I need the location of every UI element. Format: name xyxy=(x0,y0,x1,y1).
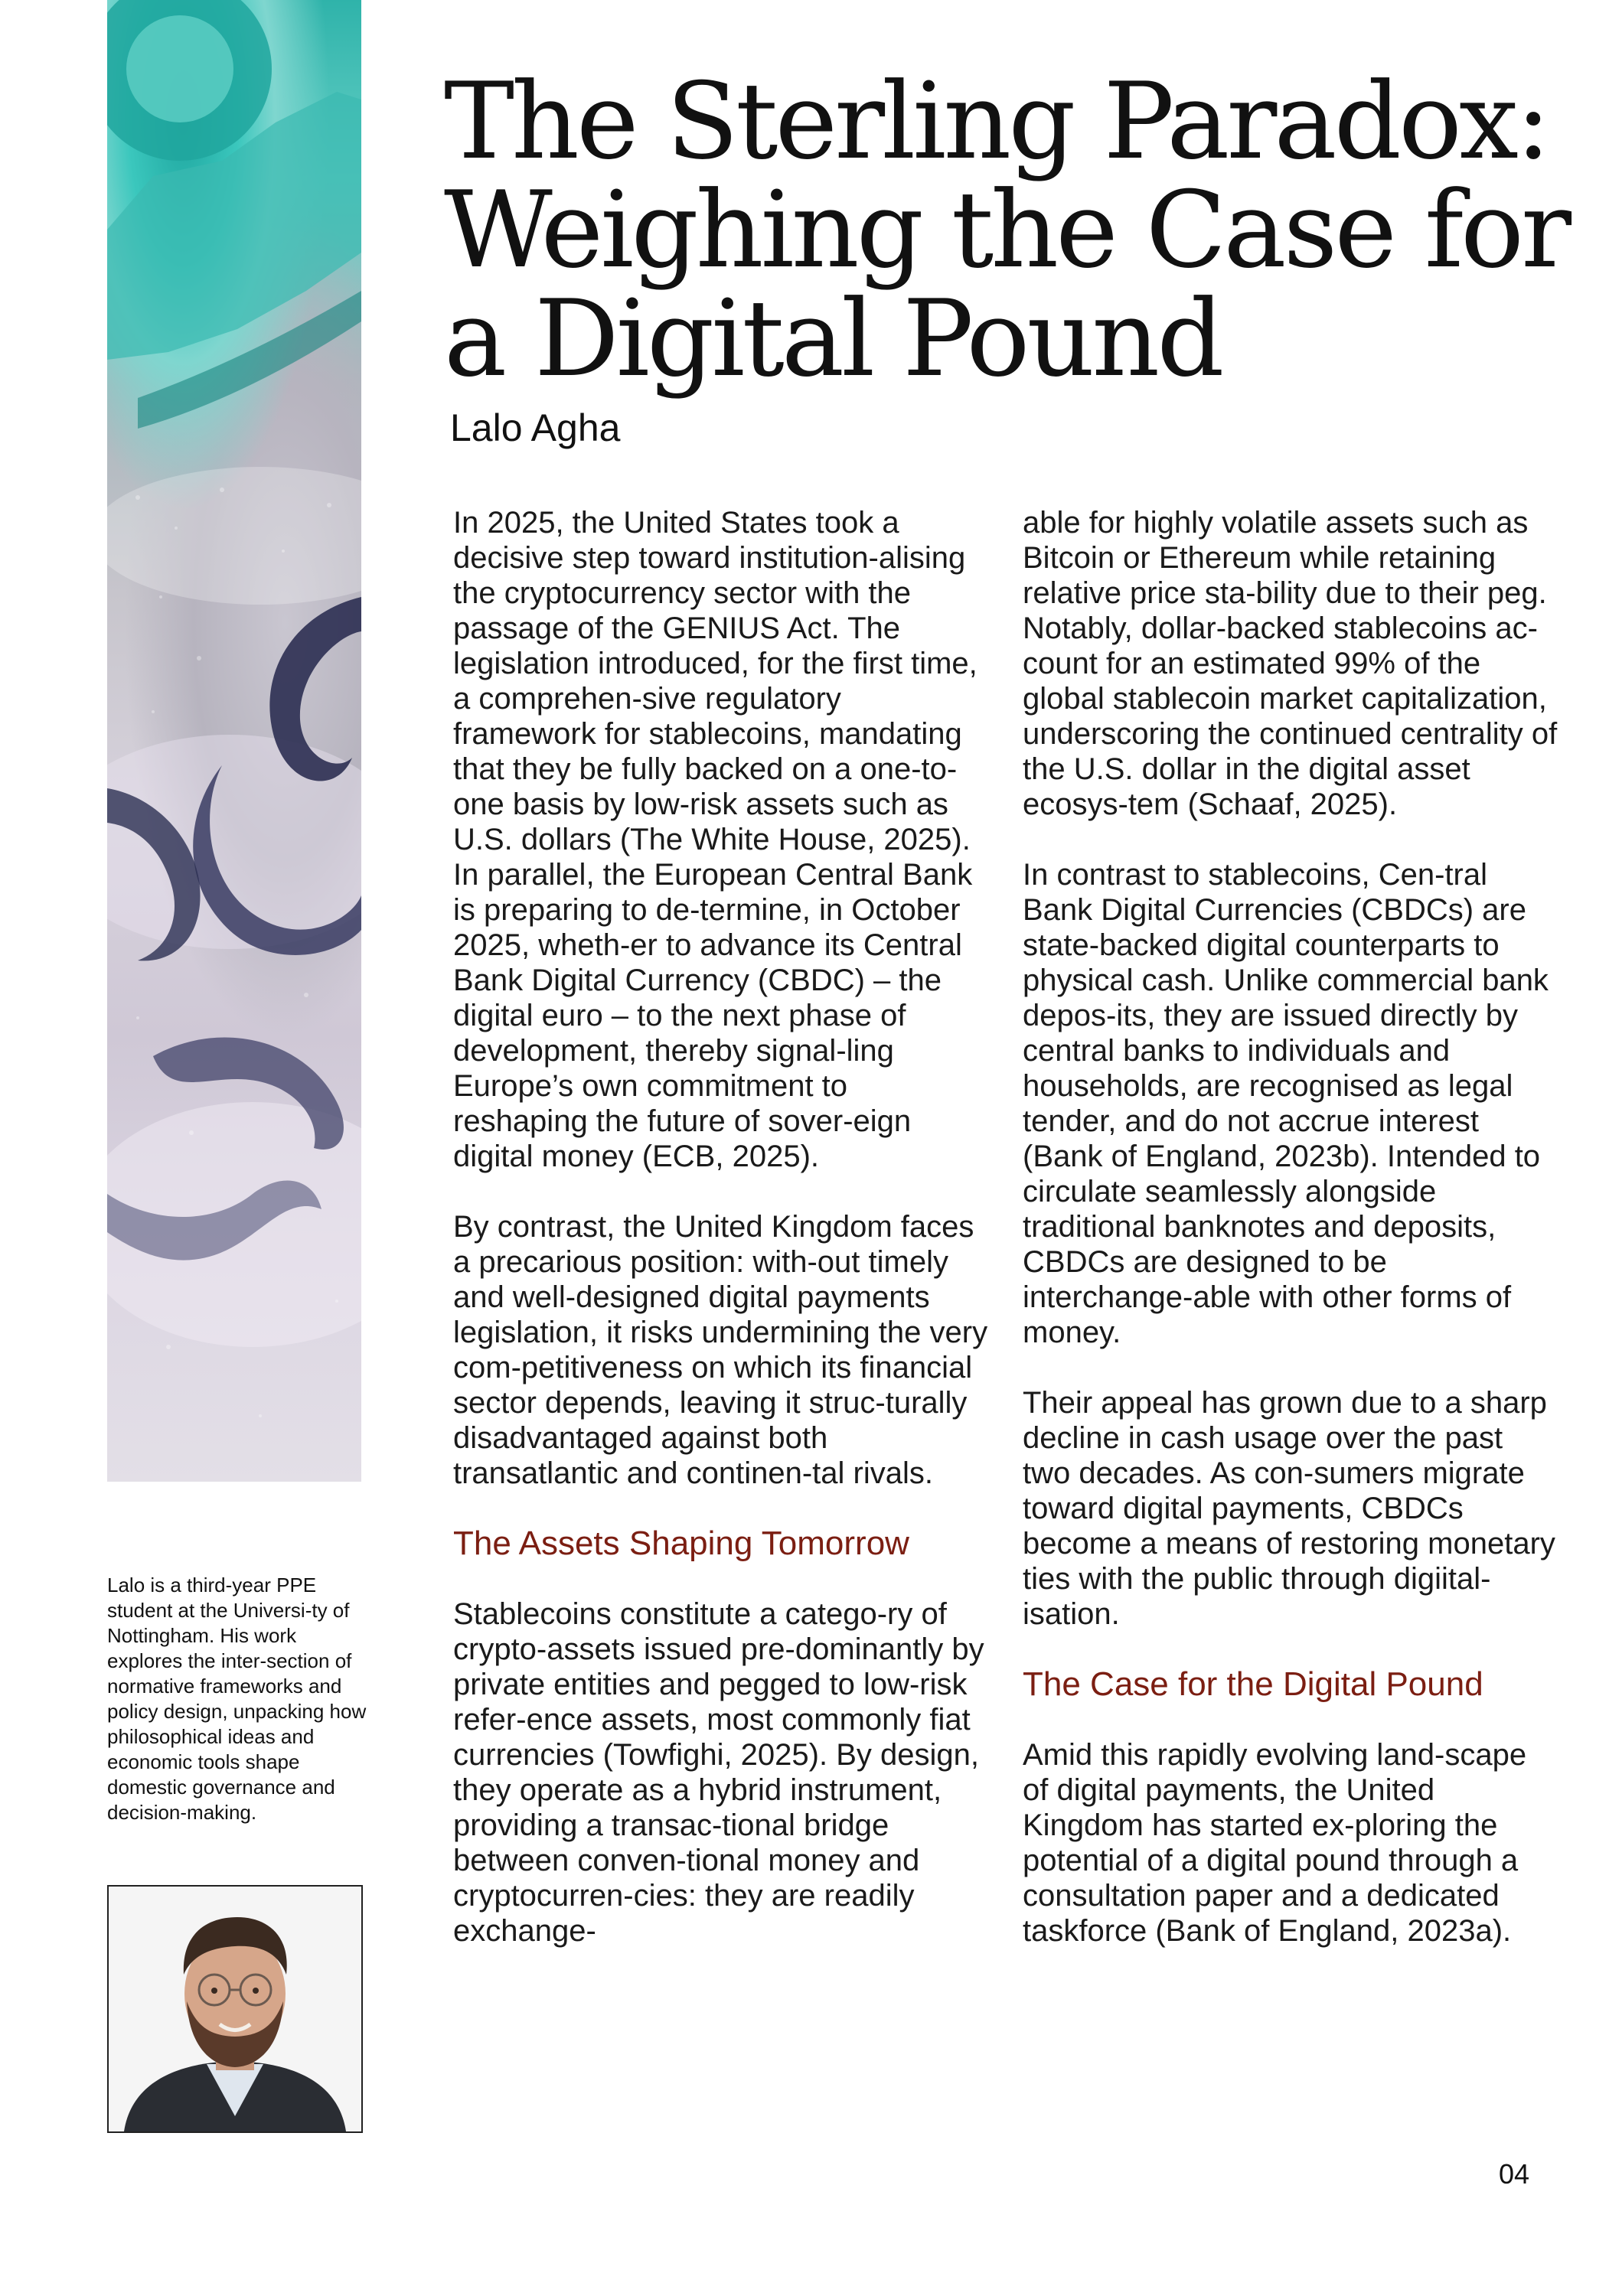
body-paragraph: Stablecoins constitute a catego-ry of crypto-assets issued pre-dominantly by private entities and pegged to low-risk refer-ence assets, most commonly fiat currencies (Towfighi, 2025). By design, they operate as a hybrid instrument, providing a transac-tional bridge between conven-tional money and cryptocurren-cies: they are readily exchange- xyxy=(453,1597,984,1948)
author-portrait xyxy=(107,1885,363,2133)
section-heading: The Assets Shaping Tomorrow xyxy=(453,1525,909,1562)
body-column-right xyxy=(1023,505,1558,1984)
section-heading: The Case for the Digital Pound xyxy=(1023,1665,1483,1703)
author-name: Lalo Agha xyxy=(450,406,621,449)
body-paragraph: able for highly volatile assets such as Bitcoin or Ethereum while retaining relative price sta-bility due to their peg. Notably, dollar-backed stablecoins ac-count for an estimated 99% of the global stablecoin market capitalization, underscoring the continued centrality of the U.S. dollar in the digital asset ecosys-tem (Schaaf, 2025). xyxy=(1023,506,1558,821)
body-paragraph: In 2025, the United States took a decisive step toward institution-alising the cryptocurrency sector with the passage of the GENIUS Act. The legislation introduced, for the first time, a comprehen-sive regulatory framework for stablecoins, mandating that they be fully backed on a one-to-one basis by low-risk assets such as U.S. dollars (The White House, 2025). In parallel, the European Central Bank is preparing to de-termine, in October 2025, wheth-er to advance its Central Bank Digital Currency (CBDC) – the digital euro – to the next phase of development, thereby signal-ling Europe’s own commitment to reshaping the future of sover-eign digital money (ECB, 2025). xyxy=(453,506,977,1173)
banknote-photo xyxy=(107,0,361,1482)
author-bio: Lalo is a third-year PPE student at the Universi-ty of Nottingham. His work explores the inter-section of normative frameworks and policy design, unpacking how philosophical ideas and economic tools shape domestic governance and decision-making. xyxy=(107,1574,367,1824)
body-paragraph: Amid this rapidly evolving land-scape of digital payments, the United Kingdom has started ex-ploring the potential of a digital pound through a consultation paper and a dedicated taskforce (Bank of England, 2023a). xyxy=(1023,1738,1527,1948)
article-title: The Sterling Paradox: Weighing the Case for a Digital Pound xyxy=(444,60,1569,400)
body-column-left xyxy=(453,505,989,1984)
body-paragraph: In contrast to stablecoins, Cen-tral Bank Digital Currencies (CBDCs) are state-backed digital counterparts to physical cash. Unlike commercial bank depos-its, they are issued directly by central banks to individuals and households, are recognised as legal tender, and do not accrue interest (Bank of England, 2023b). Intended to circulate seamlessly alongside traditional banknotes and deposits, CBDCs are designed to be interchange-able with other forms of money. xyxy=(1023,858,1549,1349)
body-paragraph: By contrast, the United Kingdom faces a precarious position: with-out timely and well-designed digital payments legislation, it risks undermining the very com-petitiveness on which its financial sector depends, leaving it struc-turally disadvantaged against both transatlantic and continen-tal rivals. xyxy=(453,1210,988,1490)
page-number: 04 xyxy=(1499,2158,1530,2190)
body-paragraph: Their appeal has grown due to a sharp decline in cash usage over the past two decades. As con-sumers migrate toward digital payments, CBDCs become a means of restoring monetary ties with the public through digiital-isation. xyxy=(1023,1386,1555,1631)
